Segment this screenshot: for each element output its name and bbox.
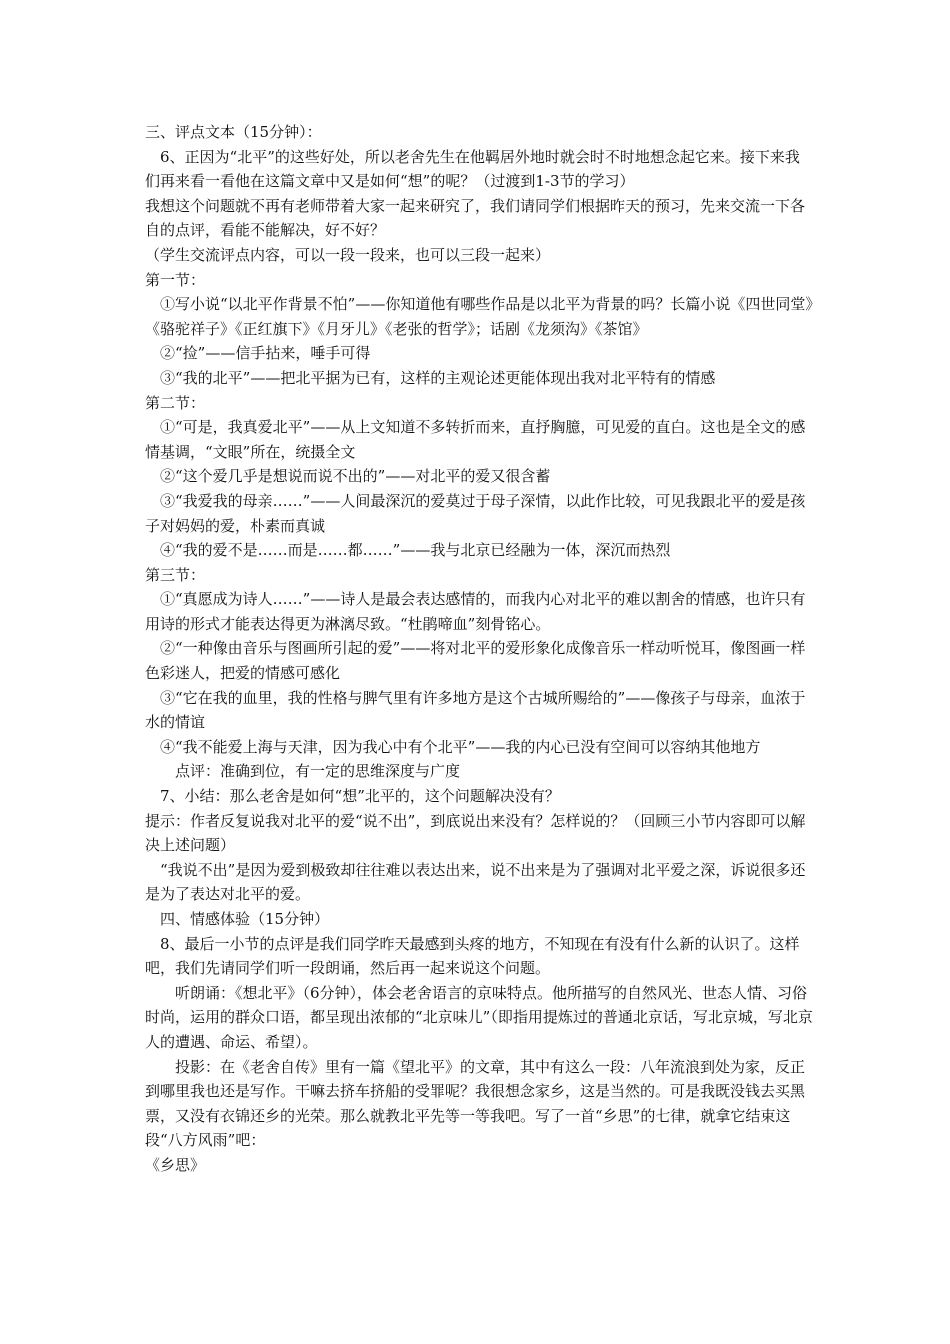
- subheading-section-3: 第三节：: [145, 565, 206, 584]
- projection-paragraph: 投影：在《老舍自传》里有一篇《望北平》的文章，其中有这么一段：八年流浪到处为家，反正到哪里我也还是写作。干嘛去挤车挤船的受罪呢？我很想念家乡，这是当然的。可是我既没钱去买黑票，又没有衣锦还乡的光荣。那么就教北平先等一等我吧。写了一首“乡思”的七律，就拿它结束这段“八方风雨”吧：: [145, 1057, 806, 1150]
- list-item: ①“真愿成为诗人……”——诗人是最会表达感情的，而我内心对北平的难以割舍的情感，也许只有用诗的形式才能表达得更为淋漓尽致。“杜鹃啼血”刻骨铭心。: [145, 590, 806, 633]
- poem-title: 《乡思》: [145, 1155, 206, 1174]
- list-item: ②“这个爱几乎是想说而说不出的”——对北平的爱又很含蓄: [160, 467, 551, 486]
- list-item: ④“我的爱不是……而是……都……”——我与北京已经融为一体，深沉而热烈: [160, 541, 671, 560]
- summary-paragraph: “我说不出”是因为爱到极致却往往难以表达出来，说不出来是为了强调对北平爱之深，诉说很多还是为了表达对北平的爱。: [145, 860, 806, 904]
- list-item: ②“捡”——信手拈来，唾手可得: [160, 344, 371, 363]
- list-item: ③“我爱我的母亲……”——人间最深沉的爱莫过于母子深情，以此作比较，可见我跟北平的爱是孩子对妈妈的爱，朴素而真诚: [145, 491, 806, 535]
- listening-paragraph: 听朗诵：《想北平》（6分钟），体会老舍语言的京味特点。他所描写的自然风光、世态人情、习俗时尚，运用的群众口语，都呈现出浓郁的“北京味儿”（即指用提炼过的普通北京话，写北京城，写北京人的遭遇、命运、希望）。: [145, 983, 813, 1051]
- list-item: ③“它在我的血里，我的性格与脾气里有许多地方是这个古城所赐给的”——像孩子与母亲，血浓于水的情谊: [145, 688, 806, 732]
- subheading-section-1: 第一节：: [145, 270, 206, 289]
- section-heading-4: 四、情感体验（15分钟）: [160, 910, 330, 928]
- paragraph-student-note: （学生交流评点内容，可以一段一段来，也可以三段一起来）: [145, 245, 551, 264]
- section-heading-3: 三、评点文本（15分钟）：: [145, 123, 322, 141]
- list-item: ①“可是，我真爱北平”——从上文知道不多转折而来，直抒胸臆，可见爱的直白。这也是全文的感情基调，“文眼”所在，统摄全文: [145, 418, 806, 461]
- list-item: ③“我的北平”——把北平据为已有，这样的主观论述更能体现出我对北平特有的情感: [160, 368, 716, 387]
- paragraph-item-8: 8、最后一小节的点评是我们同学昨天最感到头疼的地方，不知现在有没有什么新的认识了。这样吧，我们先请同学们听一段朗诵，然后再一起来说这个问题。: [145, 934, 800, 978]
- list-item: ②“一种像由音乐与图画所引起的爱”——将对北平的爱形象化成像音乐一样动听悦耳，像图画一样色彩迷人，把爱的情感可感化: [145, 639, 806, 683]
- hint-paragraph: 提示：作者反复说我对北平的爱“说不出”，到底说出来没有？怎样说的？（回顾三小节内容即可以解决上述问题）: [145, 811, 806, 855]
- subheading-section-2: 第二节：: [145, 393, 206, 412]
- paragraph-discussion-intro: 我想这个问题就不再有老师带着大家一起来研究了，我们请同学们根据昨天的预习，先来交流一下各自的点评，看能不能解决，好不好？: [145, 196, 806, 240]
- paragraph-item-6: 6、正因为“北平”的这些好处，所以老舍先生在他羁居外地时就会时不时地想念起它来。接下来我们再来看一看他在这篇文章中又是如何“想”的呢？（过渡到1-3节的学习）: [145, 147, 800, 191]
- comment-paragraph: 点评：准确到位，有一定的思维深度与广度: [175, 762, 461, 781]
- list-item: ①写小说“以北平作背景不怕”——你知道他有哪些作品是以北平为背景的吗？长篇小说《四世同堂》《骆驼祥子》《正红旗下》《月牙儿》《老张的哲学》；话剧《龙须沟》《茶馆》: [145, 295, 813, 338]
- list-item: ④“我不能爱上海与天津，因为我心中有个北平”——我的内心已没有空间可以容纳其他地方: [160, 737, 761, 756]
- document-body: [145, 120, 813, 1178]
- paragraph-item-7: 7、小结：那么老舍是如何“想”北平的，这个问题解决没有？: [160, 787, 560, 806]
